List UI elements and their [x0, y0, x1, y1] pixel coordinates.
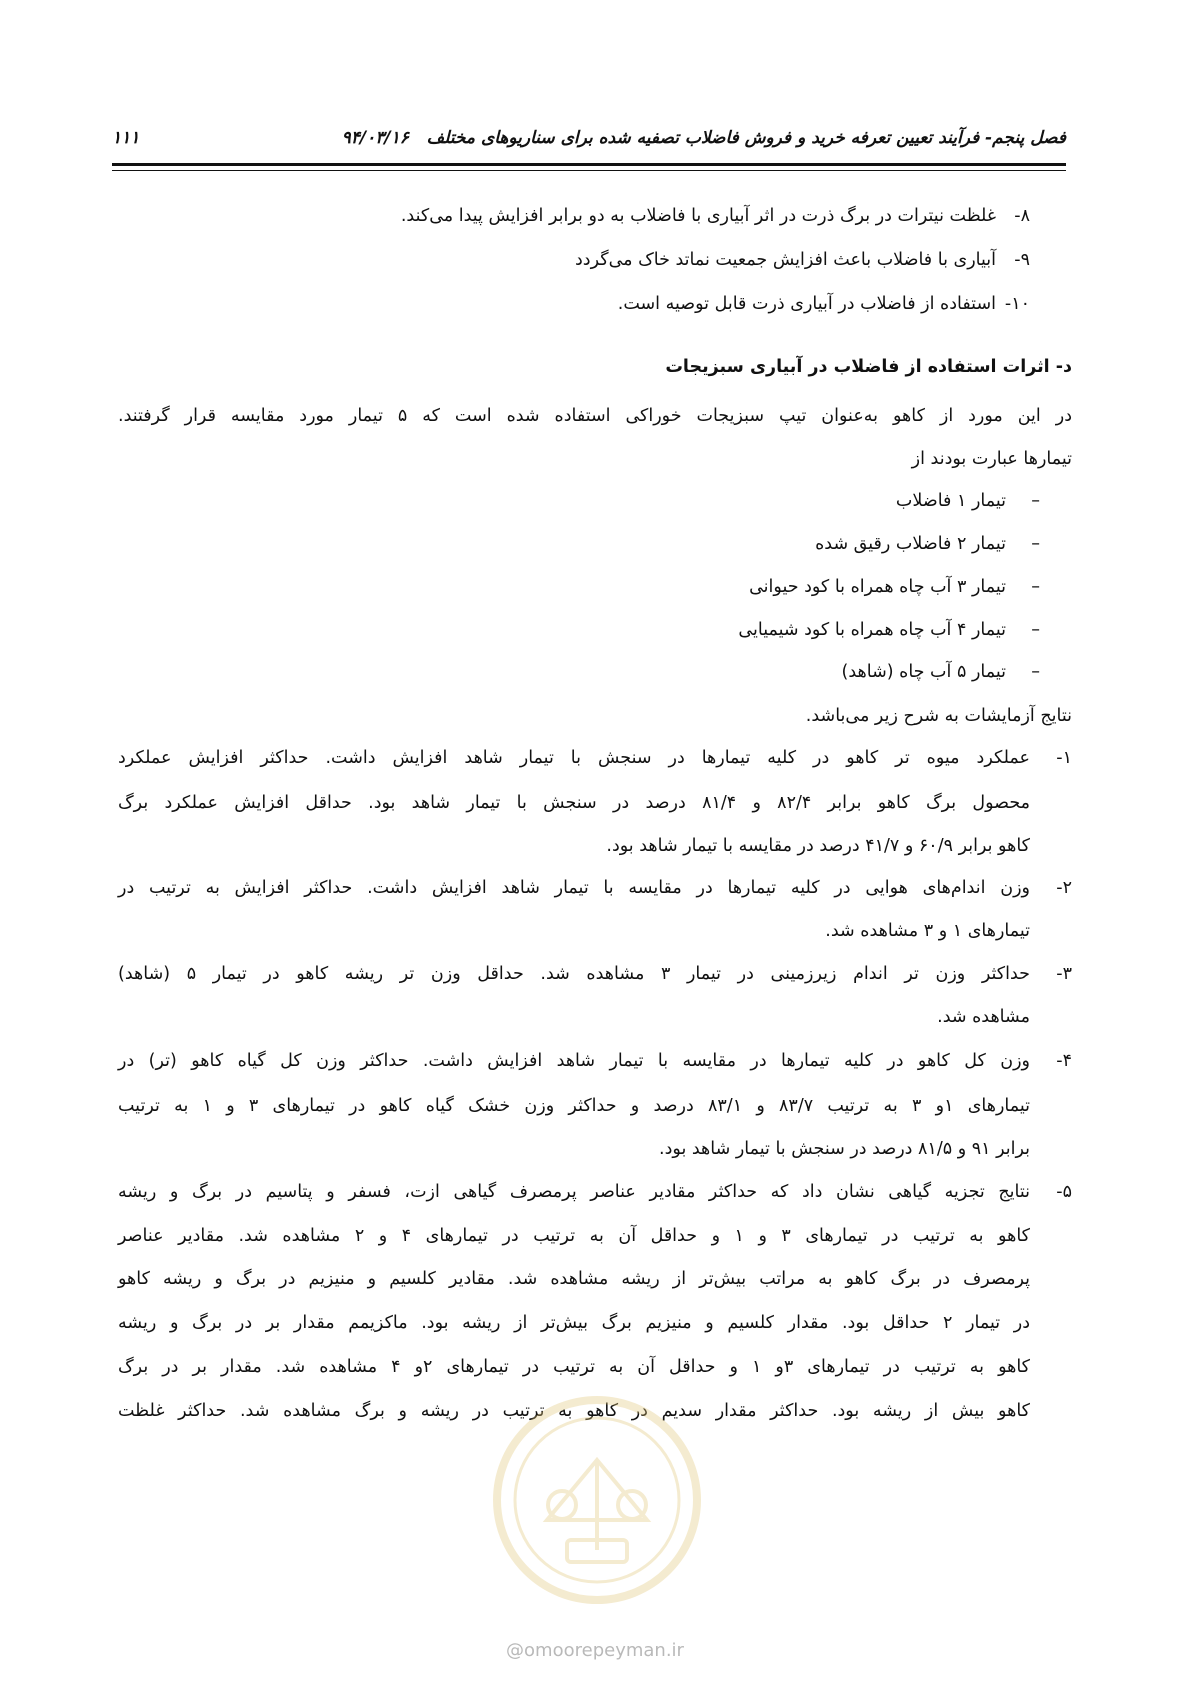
result-line: کاهو برابر ۶۰/۹ و ۴۱/۷ درصد در مقایسه با تیمار شاهد بود. [606, 836, 1030, 856]
result-number: ۱- [1056, 748, 1072, 768]
result-line: پرمصرف در برگ کاهو به مراتب بیش‌تر از ریشه مشاهده شد. مقادیر کلسیم و منیزیم در برگ و ریشه کاهو [118, 1269, 1030, 1289]
header-rule-thick [112, 163, 1066, 166]
result-line: حداکثر وزن تر اندام زیرزمینی در تیمار ۳ مشاهده شد. حداقل وزن تر ریشه کاهو در تیمار ۵ (شاهد) [118, 964, 1030, 984]
result-line: تیمارهای ۱و ۳ به ترتیب ۸۳/۷ و ۸۳/۱ درصد و حداکثر وزن خشک گیاه کاهو در تیمارهای ۳ و ۱ به ترتیب [118, 1096, 1031, 1116]
footer-website: @omoorepeyman.ir [506, 1640, 684, 1661]
list-item: ۸-غلظت نیترات در برگ ذرت در اثر آبیاری با فاضلاب به دو برابر افزایش پیدا می‌کند. [400, 206, 1030, 226]
watermark-seal-icon [487, 1390, 707, 1610]
page-header [112, 128, 1066, 148]
header-rule-thin [112, 170, 1066, 171]
treatment-item: –تیمار ۲ فاضلاب رقیق شده [815, 534, 1040, 554]
result-number: ۴- [1056, 1051, 1072, 1071]
page-number: ۱۱۱ [112, 128, 140, 148]
result-number: ۲- [1056, 878, 1072, 898]
result-number: ۳- [1056, 964, 1072, 984]
intro-line: تیمارها عبارت بودند از [911, 449, 1072, 469]
result-line: محصول برگ کاهو برابر ۸۲/۴ و ۸۱/۴ درصد در سنجش با تیمار شاهد بود. حداقل افزایش عملکرد برگ [118, 793, 1031, 813]
header-date: ۹۴/۰۳/۱۶ [341, 128, 409, 148]
result-line: تیمارهای ۱ و ۳ مشاهده شد. [825, 921, 1030, 941]
section-heading: د- اثرات استفاده از فاضلاب در آبیاری سبزیجات [665, 357, 1072, 377]
result-line: کاهو به ترتیب در تیمارهای ۳و ۱ و حداقل آن به ترتیب در تیمارهای ۲و ۴ مشاهده شد. مقدار بر در برگ [118, 1357, 1031, 1377]
result-line: وزن اندام‌های هوایی در کلیه تیمارها در مقایسه با تیمار شاهد افزایش داشت. حداکثر افزایش به ترتیب در [118, 878, 1030, 898]
treatment-item: –تیمار ۵ آب چاه (شاهد) [841, 662, 1040, 682]
result-line: نتایج تجزیه گیاهی نشان داد که حداکثر مقادیر عناصر پرمصرف گیاهی ازت، فسفر و پتاسیم در برگ و ریشه [118, 1182, 1030, 1202]
at-icon: @ [506, 1640, 525, 1661]
treatment-item: –تیمار ۴ آب چاه همراه با کود شیمیایی [738, 620, 1040, 640]
result-number: ۵- [1056, 1182, 1072, 1202]
result-line: عملکرد میوه تر کاهو در کلیه تیمارها در سنجش با تیمار شاهد افزایش داشت. حداکثر افزایش عملکرد [118, 748, 1030, 768]
chapter-title: فصل پنجم- فرآیند تعیین تعرفه خرید و فروش فاضلاب تصفیه شده برای سناریوهای مختلف ۹۴/۰۳/۱۶ [341, 128, 1066, 148]
result-line: مشاهده شد. [937, 1007, 1030, 1027]
list-item: ۹-آبیاری با فاضلاب باعث افزایش جمعیت نماتد خاک می‌گردد [575, 250, 1030, 270]
result-line: وزن کل کاهو در کلیه تیمارها در مقایسه با تیمار شاهد افزایش داشت. حداکثر وزن کل گیاه کاهو (تر) در [118, 1051, 1030, 1071]
intro-line: در این مورد از کاهو به‌عنوان تیپ سبزیجات خوراکی استفاده شده است که ۵ تیمار مورد مقایسه قرار گرفتند. [118, 406, 1072, 426]
treatment-item: –تیمار ۱ فاضلاب [895, 491, 1040, 511]
results-intro: نتایج آزمایشات به شرح زیر می‌باشد. [805, 706, 1072, 726]
result-line: در تیمار ۲ حداقل بود. مقدار کلسیم و منیزیم برگ بیش‌تر از ریشه بود. ماکزیمم مقدار بر در برگ و ریشه [118, 1313, 1031, 1333]
result-line: برابر ۹۱ و ۸۱/۵ درصد در سنجش با تیمار شاهد بود. [659, 1139, 1030, 1159]
result-line: کاهو به ترتیب در تیمارهای ۳ و ۱ و حداقل آن به ترتیب در تیمارهای ۴ و ۲ مشاهده شد. مقادیر عناصر [118, 1226, 1030, 1246]
treatment-item: –تیمار ۳ آب چاه همراه با کود حیوانی [749, 577, 1040, 597]
result-line: کاهو بیش از ریشه بود. حداکثر مقدار سدیم در کاهو به ترتیب در ریشه و برگ مشاهده شد. حداکثر غلظت [118, 1401, 1030, 1421]
list-item: ۱۰-استفاده از فاضلاب در آبیاری ذرت قابل توصیه است. [617, 294, 1030, 314]
